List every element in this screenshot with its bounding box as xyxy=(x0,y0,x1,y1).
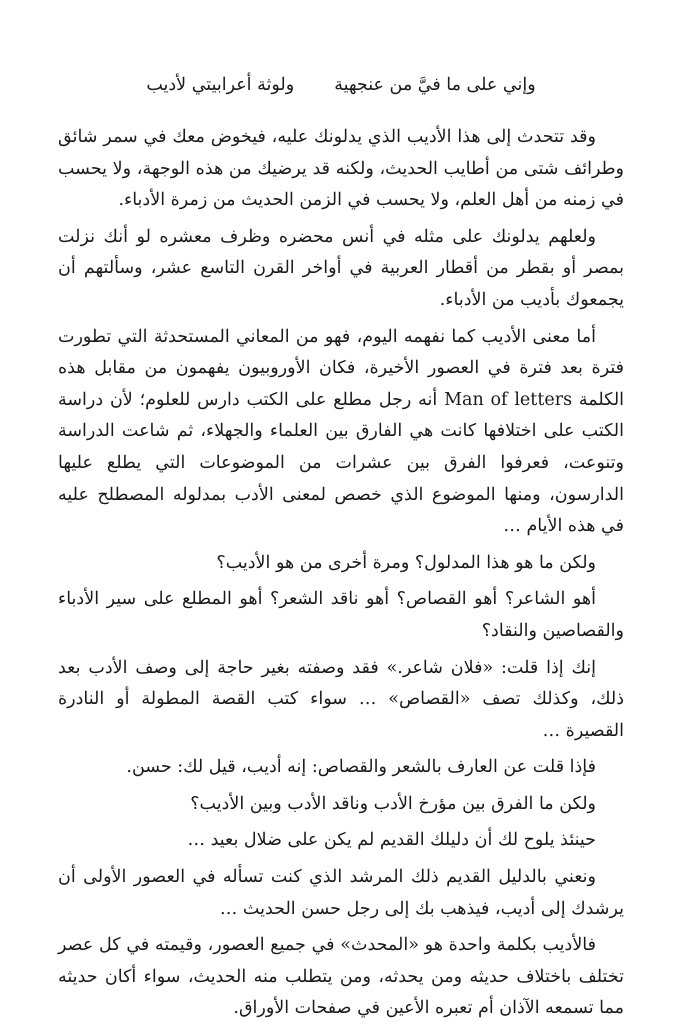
paragraph: حينئذ يلوح لك أن دليلك القديم لم يكن على ضلال بعيد … xyxy=(187,830,596,851)
paragraph: ونعني بالدليل القديم ذلك المرشد الذي كنت تسأله في العصور الأولى أن يرشدك إلى أديب، فيذهب بك إلى رجل حسن الحديث … xyxy=(58,867,624,919)
paragraph: ولكن ما هو هذا المدلول؟ ومرة أخرى من هو الأديب؟ xyxy=(216,552,596,573)
paragraph: فالأديب بكلمة واحدة هو «المحدث» في جميع العصور، وقيمته في كل عصر تختلف باختلاف حديثه ومن يحدثه، ومن يتطلب منه الحديث، سواء أكان حديثه مما تسمعه الآذان أم تعبره الأعين في صفحات الأوراق. xyxy=(58,935,624,1019)
paragraph: وقد تتحدث إلى هذا الأديب الذي يدلونك عليه، فيخوض معك في سمر شائق وطرائف شتى من أطايب الحديث، ولكنه قد يرضيك من هذه الوجهة، ولا يحسب في زمنه من أهل العلم، ولا يحسب في الزمن الحديث من زمرة الأدباء. xyxy=(58,127,624,211)
paragraph: أما معنى الأديب كما نفهمه اليوم، فهو من المعاني المستحدثة التي تطورت فترة بعد فترة في العصور الأخيرة، فكان الأوروبيون يفهمون من مقابل هذه الكلمة Man of letters أنه رجل مطلع على الكتب دارس للعلوم؛ لأن دراسة الكتب على اختلافها كانت هي الفارق بين العلماء والجهلاء، ثم شاعت الدراسة وتنوعت، فعرفوا الفرق بين عشرات من الموضوعات التي يطلع عليها الدارسون، ومنها الموضوع الذي خصص لمعنى الأدب بمدلوله المصطلح عليه في هذه الأيام … xyxy=(58,326,625,537)
paragraph: فإذا قلت عن العارف بالشعر والقصاص: إنه أديب، قيل لك: حسن. xyxy=(126,757,596,778)
paragraph: أهو الشاعر؟ أهو القصاص؟ أهو ناقد الشعر؟ أهو المطلع على سير الأدباء والقصاصين والنقاد؟ xyxy=(58,589,624,641)
poem-verse xyxy=(58,70,624,100)
paragraph: إنك إذا قلت: «فلان شاعر.» فقد وصفته بغير حاجة إلى وصف الأدب بعد ذلك، وكذلك تصف «القصاص» … سواء كتب القصة المطولة أو النادرة القصيرة … xyxy=(58,657,624,741)
poem-second-hemistich: ولوثة أعرابيتي لأديب xyxy=(146,75,295,95)
paragraph: ولعلهم يدلونك على مثله في أنس محضره وظرف معشره لو أنك نزلت بمصر أو بقطر من أقطار العربية في أواخر القرن التاسع عشر، وسألتهم أن يجمعوك بأديب من الأدباء. xyxy=(58,226,624,310)
page-content xyxy=(58,70,624,1030)
paragraph: ولكن ما الفرق بين مؤرخ الأدب وناقد الأدب وبين الأديب؟ xyxy=(190,793,596,814)
poem-first-hemistich: وإني على ما فيَّ من عنجهية xyxy=(334,75,536,95)
